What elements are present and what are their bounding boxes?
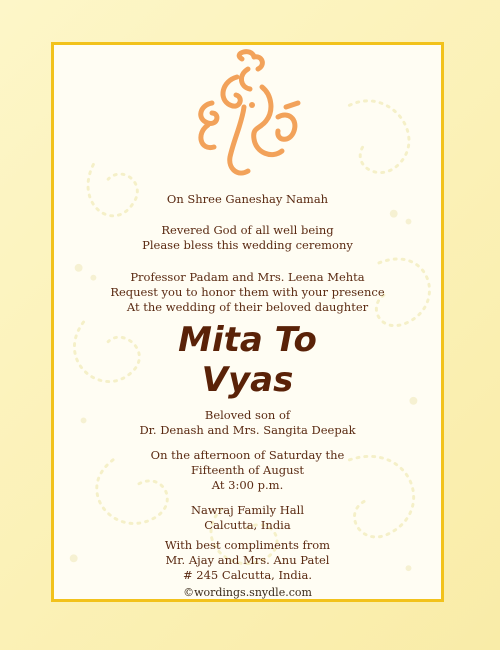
invitation-text [54,45,441,599]
hosts-line-2: Request you to honor them with your presence [110,285,385,299]
invocation-text: On Shree Ganeshay Namah [166,192,329,206]
date-line-1: On the afternoon of Saturday the [150,448,345,462]
compliments-line-3: # 245 Calcutta, India. [183,568,312,582]
groom-parents-line-2: Dr. Denash and Mrs. Sangita Deepak [139,423,356,437]
hosts-line-3: At the wedding of their beloved daughter [126,300,369,314]
copyright-footer: ©wordings.snydle.com [183,586,312,599]
groom-parents-line-1: Beloved son of [204,408,291,422]
prayer-line-2: Please bless this wedding ceremony [142,238,353,252]
date-line-2: Fifteenth of August [190,463,305,477]
bride-name: Mita To [178,320,317,360]
hosts-line-1: Professor Padam and Mrs. Leena Mehta [130,270,365,284]
compliments-line-1: With best compliments from [164,538,331,552]
prayer-line-1: Revered God of all well being [161,223,334,237]
invitation-card [51,42,444,602]
venue-line-2: Calcutta, India [204,518,291,532]
venue-line-1: Nawraj Family Hall [190,503,305,517]
date-line-3: At 3:00 p.m. [211,478,284,492]
groom-name: Vyas [201,360,294,400]
compliments-line-2: Mr. Ajay and Mrs. Anu Patel [165,553,330,567]
ganesha-om-icon [182,47,308,183]
